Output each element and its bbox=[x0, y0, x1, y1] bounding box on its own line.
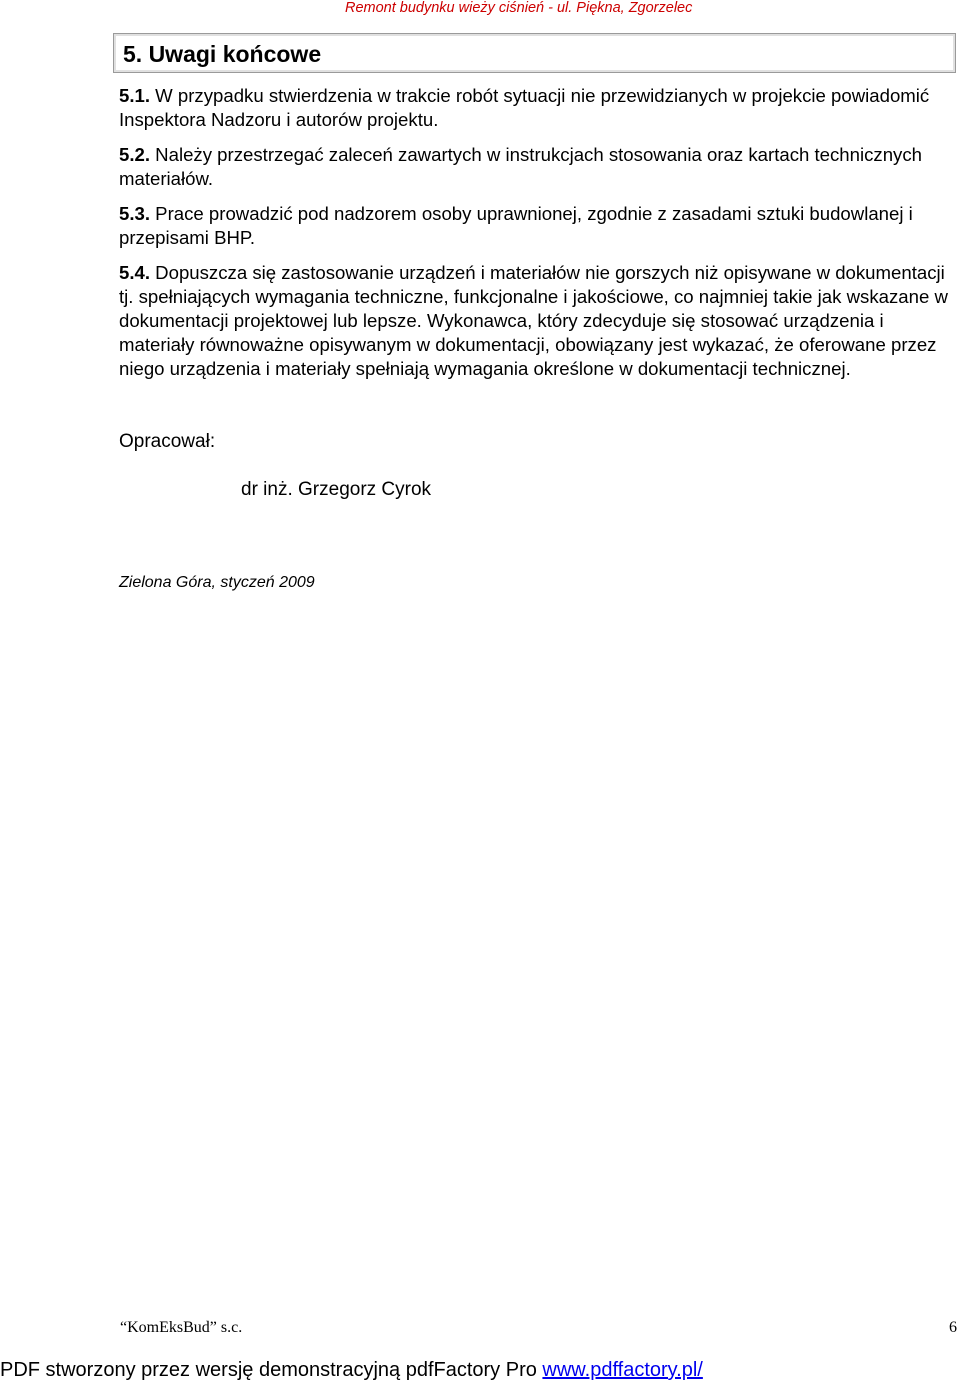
paragraph-number: 5.1. bbox=[119, 85, 151, 106]
paragraph-text: Dopuszcza się zastosowanie urządzeń i materiałów nie gorszych niż opisywane w dokumentacji tj. spełniających wymagania techniczne, funkcjonalne i jakościowe, co najmniej takie jak wskazane w dokumentacji projektowej lub lepsze. Wykonawca, który zdecyduje się stosować urządzenia i materiały równoważne opisywanym w dokumentacji, obowiązany jest wykazać, że oferowane przez niego urządzenia i materiały spełniają wymagania określone w dokumentacji technicznej. bbox=[119, 262, 948, 379]
paragraph-text: W przypadku stwierdzenia w trakcie robót sytuacji nie przewidzianych w projekcie powiadomić Inspektora Nadzoru i autorów projektu. bbox=[119, 85, 930, 130]
paragraph-text: Należy przestrzegać zaleceń zawartych w instrukcjach stosowania oraz kartach technicznych materiałów. bbox=[119, 144, 922, 189]
paragraph-number: 5.2. bbox=[119, 144, 151, 165]
section-body bbox=[119, 84, 957, 381]
author-label: Opracował: bbox=[119, 431, 216, 452]
paragraph-number: 5.3. bbox=[119, 203, 151, 224]
section-title-box bbox=[113, 33, 956, 73]
page-number: 6 bbox=[949, 1319, 957, 1336]
watermark-link[interactable]: www.pdffactory.pl/ bbox=[542, 1359, 703, 1381]
footer-company: “KomEksBud” s.c. bbox=[120, 1319, 243, 1336]
paragraph-text: Prace prowadzić pod nadzorem osoby uprawnionej, zgodnie z zasadami sztuki budowlanej i przepisami BHP. bbox=[119, 203, 913, 248]
place-date: Zielona Góra, styczeń 2009 bbox=[119, 574, 315, 591]
section-title: 5. Uwagi końcowe bbox=[123, 41, 322, 67]
watermark-text: PDF stworzony przez wersję demonstracyjną pdfFactory Pro bbox=[0, 1359, 543, 1381]
paragraph-number: 5.4. bbox=[119, 262, 151, 283]
paragraph-5-2 bbox=[119, 143, 957, 191]
running-header: Remont budynku wieży ciśnień - ul. Piękna, Zgorzelec bbox=[345, 0, 693, 16]
paragraph-5-1 bbox=[119, 84, 957, 132]
paragraph-5-4 bbox=[119, 261, 957, 381]
paragraph-5-3 bbox=[119, 202, 957, 250]
watermark-banner bbox=[0, 1359, 703, 1382]
author-name: dr inż. Grzegorz Cyrok bbox=[241, 479, 432, 500]
